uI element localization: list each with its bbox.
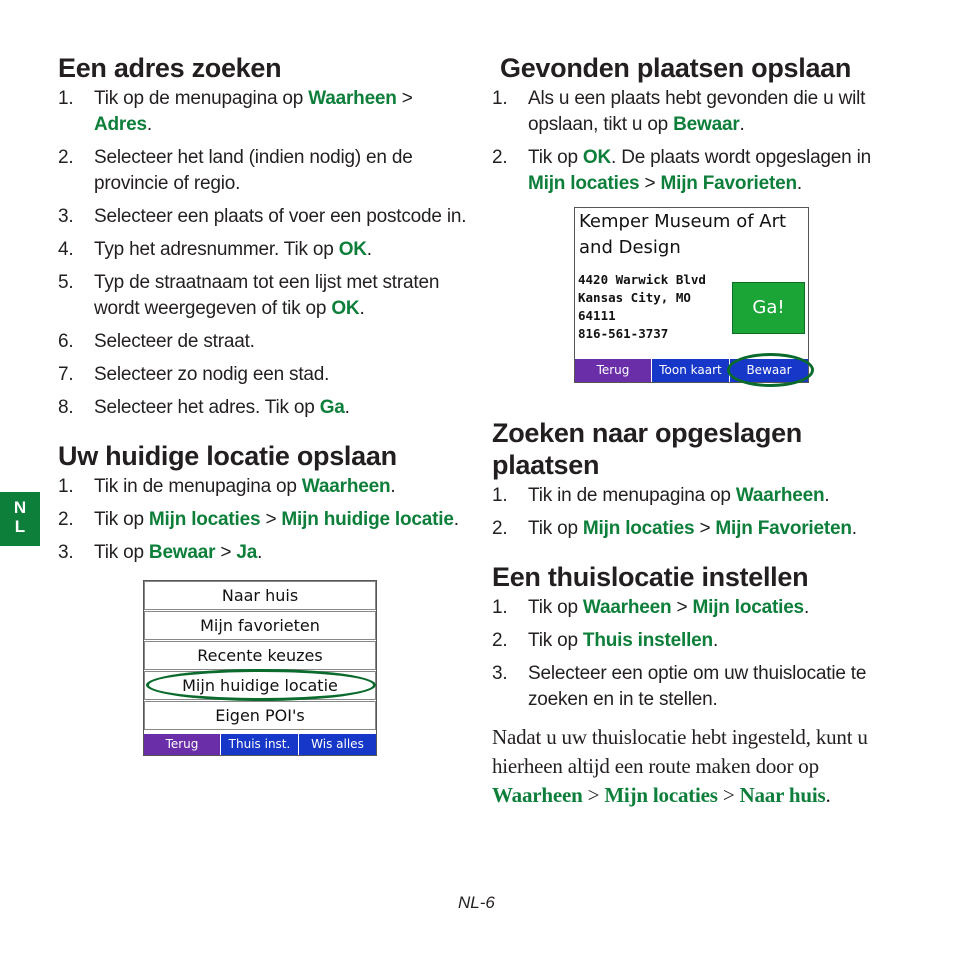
list-item: 4. Typ het adresnummer. Tik op OK. — [58, 239, 372, 260]
heading-gevonden-plaatsen: Gevonden plaatsen opslaan — [500, 53, 852, 83]
menu-screenshot — [143, 580, 377, 756]
list-item: 2. Tik op Thuis instellen. — [492, 630, 719, 651]
menu-item-naar-huis[interactable]: Naar huis — [144, 581, 376, 610]
list-item: 1. Tik in de menupagina op Waarheen. — [492, 485, 830, 506]
list-item: 8. Selecteer het adres. Tik op Ga. — [58, 397, 350, 418]
heading-adres-zoeken: Een adres zoeken — [58, 53, 282, 83]
list-item: 6. Selecteer de straat. — [58, 331, 255, 352]
list-item: 2. Selecteer het land (indien nodig) en de provincie of regio. — [58, 147, 413, 194]
place-screenshot — [574, 207, 809, 383]
list-item: 1. Tik op de menupagina op Waarheen > Adres. — [58, 88, 413, 135]
steps-gevonden-plaatsen — [492, 86, 902, 197]
highlight-oval — [727, 353, 814, 387]
menu-item-eigen-pois[interactable]: Eigen POI's — [144, 701, 376, 730]
list-item: 7. Selecteer zo nodig een stad. — [58, 364, 330, 385]
list-item: 3. Selecteer een plaats of voer een postcode in. — [58, 206, 467, 227]
list-item: 2. Tik op Mijn locaties > Mijn Favorieten. — [492, 518, 857, 539]
right-column — [492, 52, 902, 810]
list-item: 2. Tik op OK. De plaats wordt opgeslagen in Mijn locaties > Mijn Favorieten. — [492, 147, 871, 194]
steps-adres-zoeken — [58, 86, 468, 421]
list-item: 1. Tik op Waarheen > Mijn locaties. — [492, 597, 810, 618]
place-address: 4420 Warwick Blvd Kansas City, MO 64111 816-561-3737 — [578, 272, 706, 341]
menu-item-recente-keuzes[interactable]: Recente keuzes — [144, 641, 376, 670]
heading-zoeken-opgeslagen: Zoeken naar opgeslagen plaatsen — [492, 418, 802, 480]
toon-kaart-button[interactable]: Toon kaart — [652, 359, 730, 382]
heading-thuislocatie: Een thuislocatie instellen — [492, 562, 809, 592]
bewaar-button[interactable]: Bewaar — [730, 359, 808, 382]
highlight-oval — [146, 669, 376, 701]
thuislocatie-paragraph: Nadat u uw thuislocatie hebt ingesteld, kunt u hierheen altijd een route maken door op Waarheen > Mijn locaties > Naar huis. — [492, 725, 868, 807]
place-name: Kemper Museum of Art and Design — [579, 211, 787, 258]
language-tab-line2: L — [14, 517, 26, 536]
language-tab-line1: N — [13, 498, 27, 517]
thuis-inst-button[interactable]: Thuis inst. — [221, 734, 299, 755]
language-tab — [0, 492, 40, 546]
menu-button-bar — [144, 734, 376, 755]
go-button[interactable]: Ga! — [732, 282, 805, 334]
list-item: 1. Tik in de menupagina op Waarheen. — [58, 476, 396, 497]
menu-item-mijn-favorieten[interactable]: Mijn favorieten — [144, 611, 376, 640]
list-item: 3. Tik op Bewaar > Ja. — [58, 542, 263, 563]
terug-button[interactable]: Terug — [144, 734, 221, 755]
terug-button[interactable]: Terug — [575, 359, 652, 382]
steps-huidige-locatie — [58, 474, 468, 566]
menu-item-mijn-huidige-locatie[interactable]: Mijn huidige locatie — [144, 671, 376, 700]
list-item: 1. Als u een plaats hebt gevonden die u wilt opslaan, tikt u op Bewaar. — [492, 88, 866, 135]
list-item: 3. Selecteer een optie om uw thuislocatie te zoeken en in te stellen. — [492, 663, 867, 710]
wis-alles-button[interactable]: Wis alles — [299, 734, 376, 755]
steps-thuislocatie — [492, 595, 902, 713]
list-item: 2. Tik op Mijn locaties > Mijn huidige locatie. — [58, 509, 459, 530]
left-column — [58, 52, 468, 756]
steps-zoeken-opgeslagen — [492, 483, 902, 542]
page-number: NL-6 — [458, 893, 495, 912]
heading-huidige-locatie: Uw huidige locatie opslaan — [58, 441, 397, 471]
list-item: 5. Typ de straatnaam tot een lijst met straten wordt weergegeven of tik op OK. — [58, 272, 440, 319]
